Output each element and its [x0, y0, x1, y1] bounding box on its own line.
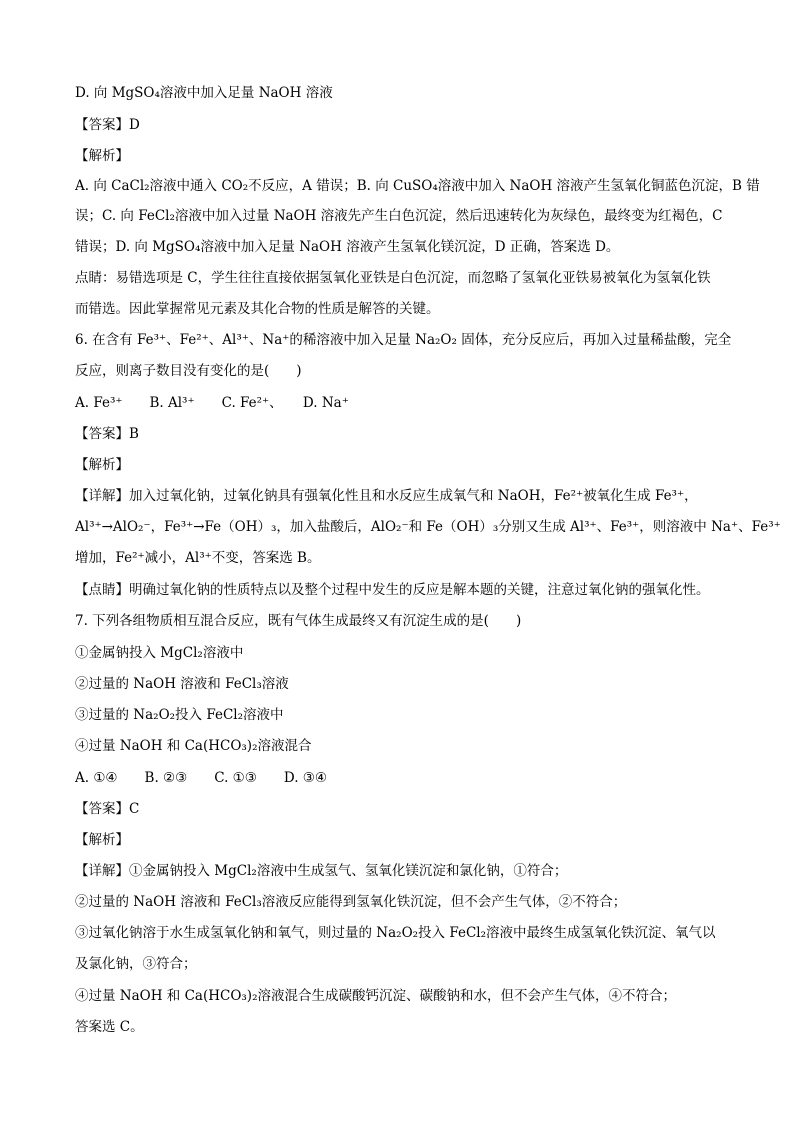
question-7-text: 7. 下列各组物质相互混合反应，既有气体生成最终又有沉淀生成的是( ): [75, 613, 522, 629]
question-7-item: ②过量的 NaOH 溶液和 FeCl₃溶液: [75, 676, 289, 692]
question-6-text: 6. 在含有 Fe³⁺、Fe²⁺、Al³⁺、Na⁺的稀溶液中加入足量 Na₂O₂ 固体，充分反应后，再加入过量稀盐酸，完全: [75, 332, 732, 348]
answer-label: 【答案】B: [75, 426, 139, 442]
detail-text: ③过氧化钠溶于水生成氢氧化钠和氧气，则过量的 Na₂O₂投入 FeCl₂溶液中最终生成氢氧化铁沉淀、氧气以: [75, 925, 716, 941]
detail-text: ②过量的 NaOH 溶液和 FeCl₃溶液反应能得到氢氧化铁沉淀，但不会产生气体，②不符合；: [75, 894, 627, 910]
analysis-label: 【解析】: [75, 457, 129, 473]
tip-text: 【点睛】明确过氧化钠的性质特点以及整个过程中发生的反应是解本题的关键，注意过氧化钠的强氧化性。: [75, 582, 710, 598]
question-7-item: ③过量的 Na₂O₂投入 FeCl₂溶液中: [75, 707, 284, 723]
answer-label: 【答案】C: [75, 801, 140, 817]
detail-text: Al³⁺→AlO₂⁻，Fe³⁺→Fe（OH）₃，加入盐酸后，AlO₂⁻和 Fe（OH）₃分别又生成 Al³⁺、Fe³⁺，则溶液中 Na⁺、Fe³⁺: [75, 519, 781, 535]
analysis-text: A. 向 CaCl₂溶液中通入 CO₂不反应，A 错误；B. 向 CuSO₄溶液中加入 NaOH 溶液产生氢氧化铜蓝色沉淀，B 错: [75, 178, 760, 194]
option-d-line: D. 向 MgSO₄溶液中加入足量 NaOH 溶液: [75, 85, 333, 101]
detail-text: 【详解】①金属钠投入 MgCl₂溶液中生成氢气、氢氧化镁沉淀和氯化钠，①符合；: [75, 863, 568, 879]
conclusion-text: 答案选 C。: [75, 1019, 144, 1035]
tip-text: 点睛：易错选项是 C，学生往往直接依据氢氧化亚铁是白色沉淀，而忽略了氢氧化亚铁易被氧化为氢氧化铁: [75, 270, 711, 286]
detail-text: ④过量 NaOH 和 Ca(HCO₃)₂溶液混合生成碳酸钙沉淀、碳酸钠和水，但不会产生气体，④不符合；: [75, 988, 676, 1004]
question-7-item: ①金属钠投入 MgCl₂溶液中: [75, 645, 244, 661]
tip-text: 而错选。因此掌握常见元素及其化合物的性质是解答的关键。: [75, 301, 440, 317]
detail-text: 增加，Fe²⁺减小，Al³⁺不变，答案选 B。: [75, 550, 321, 566]
analysis-label: 【解析】: [75, 148, 129, 164]
analysis-label: 【解析】: [75, 832, 129, 848]
answer-label: 【答案】D: [75, 117, 140, 133]
detail-text: 及氯化钠，③符合；: [75, 956, 197, 972]
detail-text: 【详解】加入过氧化钠，过氧化钠具有强氧化性且和水反应生成氧气和 NaOH，Fe²⁺被氧化生成 Fe³⁺，: [75, 488, 698, 504]
question-6-text: 反应，则离子数目没有变化的是( ): [75, 363, 302, 379]
analysis-text: 误；C. 向 FeCl₂溶液中加入过量 NaOH 溶液先产生白色沉淀，然后迅速转化为灰绿色，最终变为红褐色，C: [75, 208, 723, 224]
analysis-text: 错误；D. 向 MgSO₄溶液中加入足量 NaOH 溶液产生氢氧化镁沉淀，D 正确，答案选 D。: [75, 239, 620, 255]
question-6-options: A. Fe³⁺ B. Al³⁺ C. Fe²⁺、 D. Na⁺: [75, 395, 349, 411]
question-7-item: ④过量 NaOH 和 Ca(HCO₃)₂溶液混合: [75, 738, 312, 754]
question-7-options: A. ①④ B. ②③ C. ①③ D. ③④: [75, 770, 328, 786]
